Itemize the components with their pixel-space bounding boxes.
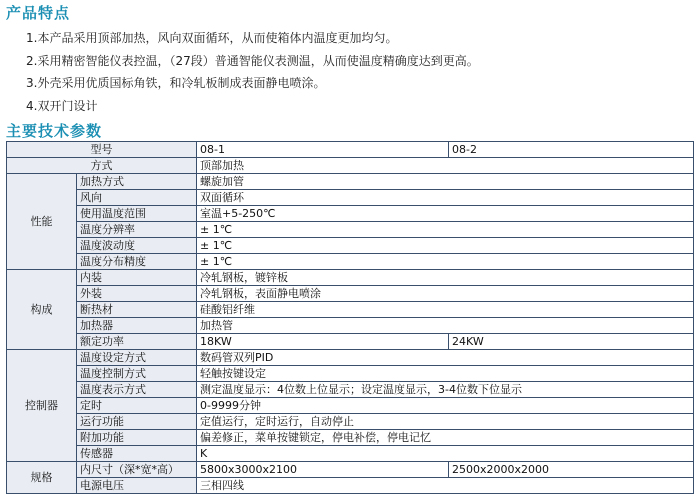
table-row (7, 222, 694, 238)
spec-title: 主要技术参数 (6, 122, 103, 140)
row-label: 温度分辨率 (77, 222, 197, 238)
row-value: 0-9999分钟 (197, 398, 694, 414)
model-1: 08-1 (197, 142, 449, 158)
power-1: 18KW (197, 334, 449, 350)
features-list (26, 27, 479, 117)
spec-table (6, 141, 694, 494)
feature-item: 1.本产品采用顶部加热，风向双面循环，从而使箱体内温度更加均匀。 (26, 31, 398, 45)
table-row (7, 414, 694, 430)
row-label: 运行功能 (77, 414, 197, 430)
row-label: 使用温度范围 (77, 206, 197, 222)
row-value: ± 1℃ (197, 238, 694, 254)
spec-category: 规格 (7, 462, 77, 494)
table-row (7, 462, 694, 478)
table-row (7, 366, 694, 382)
row-label: 温度设定方式 (77, 350, 197, 366)
row-value: 冷轧钢板，镀锌板 (197, 270, 694, 286)
table-row (7, 286, 694, 302)
table-row (7, 142, 694, 158)
row-label: 定时 (77, 398, 197, 414)
row-label: 断热材 (77, 302, 197, 318)
method-label: 方式 (7, 158, 197, 174)
table-row (7, 238, 694, 254)
table-row (7, 190, 694, 206)
row-value: 冷轧钢板，表面静电喷涂 (197, 286, 694, 302)
table-row (7, 446, 694, 462)
row-value: 室温+5-250℃ (197, 206, 694, 222)
table-row (7, 206, 694, 222)
table-row (7, 302, 694, 318)
row-value: 数码管双列PID (197, 350, 694, 366)
row-value: 定值运行，定时运行，自动停止 (197, 414, 694, 430)
row-value: 偏差修正，菜单按键锁定，停电补偿，停电记忆 (197, 430, 694, 446)
row-label: 温度分布精度 (77, 254, 197, 270)
table-row (7, 478, 694, 494)
row-label: 传感器 (77, 446, 197, 462)
row-value: 加热管 (197, 318, 694, 334)
row-value: 双面循环 (197, 190, 694, 206)
table-row (7, 334, 694, 350)
feature-item: 4.双开门设计 (26, 98, 98, 113)
row-label: 风向 (77, 190, 197, 206)
table-row (7, 270, 694, 286)
table-row (7, 254, 694, 270)
row-label: 外装 (77, 286, 197, 302)
row-value: K (197, 446, 694, 462)
row-value: 轻触按键设定 (197, 366, 694, 382)
feature-item: 3.外壳采用优质国标角铁，和冷轧板制成表面静电喷涂。 (26, 76, 326, 91)
table-row (7, 350, 694, 366)
power-supply-value: 三相四线 (197, 478, 694, 494)
row-value: 硅酸铝纤维 (197, 302, 694, 318)
table-row (7, 430, 694, 446)
model-label: 型号 (7, 142, 197, 158)
struct-category: 构成 (7, 270, 77, 350)
row-label: 加热方式 (77, 174, 197, 190)
power-2: 24KW (449, 334, 694, 350)
feature-item: 2.采用精密智能仪表控温，（27段）普通智能仪表测温，从而使温度精确度达到更高。 (26, 53, 479, 68)
table-row (7, 174, 694, 190)
row-label: 附加功能 (77, 430, 197, 446)
power-label: 额定功率 (77, 334, 197, 350)
row-label: 温度波动度 (77, 238, 197, 254)
table-row (7, 318, 694, 334)
model-2: 08-2 (449, 142, 694, 158)
table-row (7, 382, 694, 398)
row-value: 测定温度显示：4位数上位显示；设定温度显示，3-4位数下位显示 (197, 382, 694, 398)
row-label: 加热器 (77, 318, 197, 334)
method-value: 顶部加热 (197, 158, 694, 174)
table-row (7, 398, 694, 414)
features-title: 产品特点 (6, 4, 71, 22)
size-label: 内尺寸（深*宽*高） (77, 462, 197, 478)
row-value: ± 1℃ (197, 254, 694, 270)
row-label: 温度表示方式 (77, 382, 197, 398)
size-1: 5800x3000x2100 (197, 462, 449, 478)
ctrl-category: 控制器 (7, 350, 77, 462)
row-label: 温度控制方式 (77, 366, 197, 382)
power-supply-label: 电源电压 (77, 478, 197, 494)
size-2: 2500x2000x2000 (449, 462, 694, 478)
perf-category: 性能 (7, 174, 77, 270)
table-row (7, 158, 694, 174)
row-label: 内装 (77, 270, 197, 286)
row-value: ± 1℃ (197, 222, 694, 238)
row-value: 螺旋加管 (197, 174, 694, 190)
